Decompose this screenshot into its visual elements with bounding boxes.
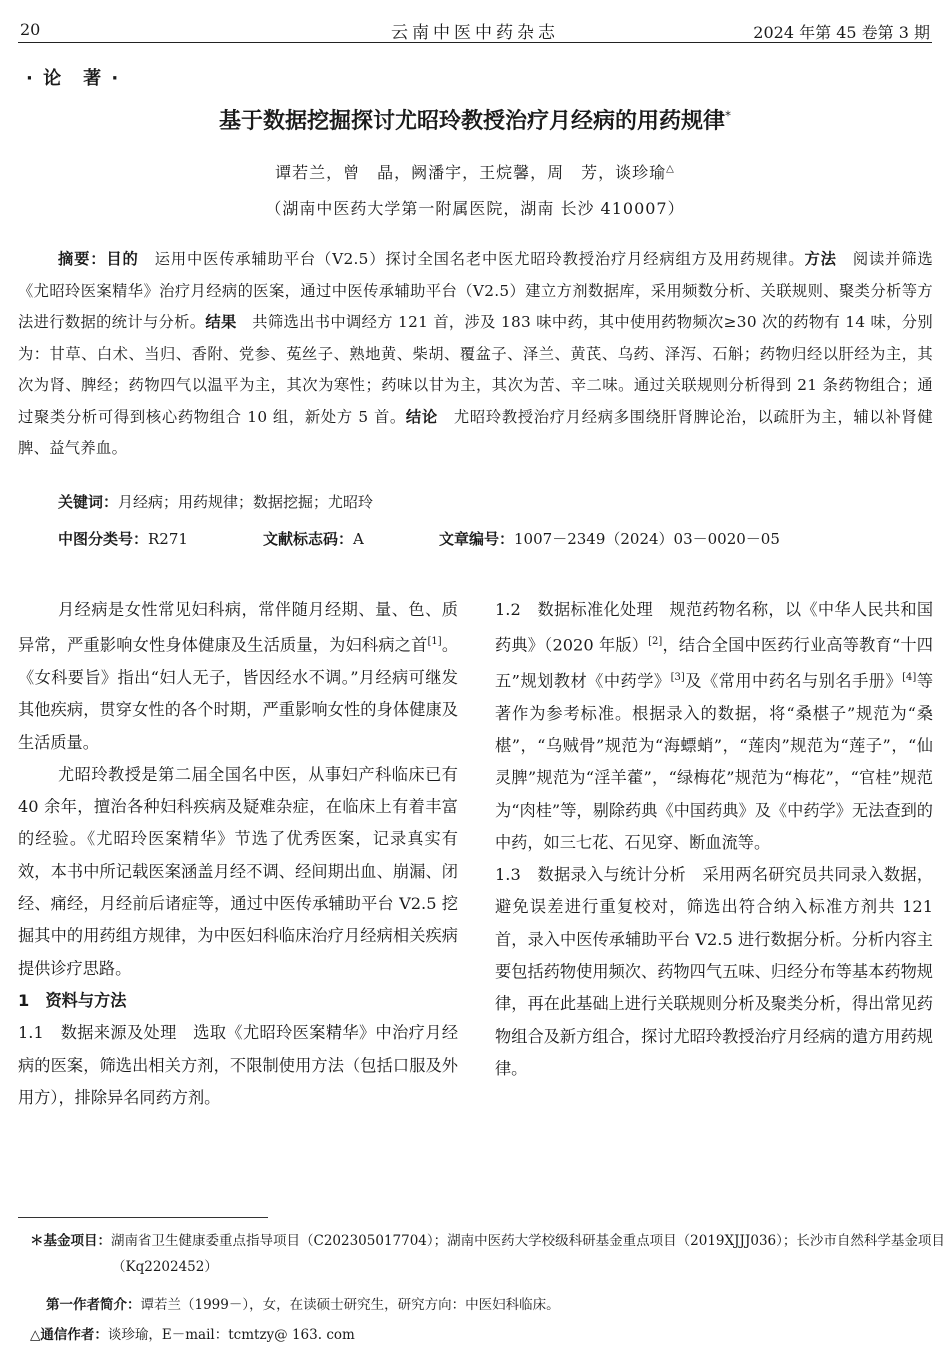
footnote-corresponding: △通信作者：谈珍瑜，E－mail：tcmtzy@ 163. com [30, 1327, 355, 1343]
section-heading: 1 资料与方法 [18, 990, 127, 1010]
first-author-label: 第一作者简介： [46, 1297, 141, 1313]
subsection-title: 1.1 数据来源及处理 [18, 1023, 177, 1043]
footnote-first-author: 第一作者简介：谭若兰（1999－），女，在读硕士研究生，研究方向：中医妇科临床。 [46, 1297, 560, 1313]
keywords-label: 关键词： [58, 493, 119, 511]
article-number-label: 文章编号： [439, 530, 515, 548]
abstract [18, 244, 933, 465]
conclusion-label: 结论 [405, 407, 438, 426]
clc-label: 中图分类号： [58, 530, 149, 548]
subsection: 1.1 数据来源及处理 选取《尤昭玲医案精华》中治疗月经病的医案，筛选出相关方剂，不限制使用方法（包括口服及外用方），排除异名同药方剂。 [18, 1023, 459, 1107]
classification-line [58, 528, 918, 549]
title-text: 基于数据挖掘探讨尤昭玲教授治疗月经病的用药规律 [218, 109, 725, 134]
paragraph: 尤昭玲教授是第二届全国名中医，从事妇产科临床已有 40 余年，擅治各种妇科疾病及疑难杂症，在临床上有着丰富的经验。《尤昭玲医案精华》节选了优秀医案，记录真实有效，本书中所记载医案涵盖月经不调、经间期出血、崩漏、闭经、痛经，月经前后诸症等，通过中医传承辅助平台 V2.5 挖掘其中的用药组方规律，为中医妇科临床治疗月经病相关疾病提供诊疗思路。 [18, 764, 458, 978]
body-column-left [18, 594, 458, 1114]
doc-code-label: 文献标志码： [263, 530, 354, 548]
section-label: · 论 著 · [26, 68, 121, 89]
body-column-right [495, 594, 933, 1085]
results-label: 结果 [205, 313, 237, 331]
journal-name: 云南中医中药杂志 [391, 23, 559, 43]
author-list [0, 160, 950, 183]
subsection-title: 1.3 数据录入与统计分析 [495, 865, 686, 885]
citation: [4] [902, 671, 917, 683]
clc-value: R271 [148, 530, 188, 548]
conclusion-text: 尤昭玲教授治疗月经病多围绕肝肾脾论治，以疏肝为主，辅以补肾健脾、益气养血。 [18, 407, 933, 457]
article-title [0, 104, 950, 135]
doc-code-value: A [353, 530, 364, 548]
corresponding-mark: △ [666, 163, 675, 175]
keywords-text: 月经病；用药规律；数据挖掘；尤昭玲 [118, 493, 374, 511]
abstract-label: 摘要： [58, 250, 107, 268]
title-footnote-mark: * [725, 108, 731, 123]
corresponding-label: △通信作者： [30, 1327, 108, 1343]
subsection: 1.2 数据标准化处理 规范药物名称，以《中华人民共和国药典》（2020 年版）[2]，结合全国中医药行业高等教育“十四五”规划教材《中药学》[3]及《常用中药名与别名手册》[4]等著作为参考标准。根据录入的数据，将“桑椹子”规范为“桑椹”，“乌贼骨”规范为“海螵蛸”，“莲肉”规范为“莲子”，“仙灵脾”规范为“淫羊藿”，“绿梅花”规范为“梅花”，“官桂”规范为“肉桂”等，剔除药典《中国药典》及《中药学》无法查到的中药，如三七花、石见穿、断血流等。 [495, 600, 934, 852]
citation: [3] [670, 671, 685, 683]
methods-text: 阅读并筛选《尤昭玲医案精华》治疗月经病的医案，通过中医传承辅助平台（V2.5）建立方剂数据库，采用频数分析、关联规则、聚类分析等方法进行数据的统计与分析。 [18, 250, 933, 331]
citation: [1] [427, 636, 442, 648]
running-header [18, 14, 932, 43]
subsection: 1.3 数据录入与统计分析 采用两名研究员共同录入数据，避免误差进行重复校对，筛选出符合纳入标准方剂共 121 首，录入中医传承辅助平台 V2.5 进行数据分析。分析内容主要包括药物使用频次、药物四气五味、归经分布等基本药物规律，再在此基础上进行关联规则分析及聚类分析，得出常见药物组合及新方组合，探讨尤昭玲教授治疗月经病的遣方用药规律。 [495, 865, 934, 1078]
objective-label: 目的 [106, 250, 139, 268]
methods-label: 方法 [804, 250, 837, 268]
affiliation: （湖南中医药大学第一附属医院，湖南 长沙 410007） [265, 199, 685, 218]
results-text: 共筛选出书中调经方 121 首，涉及 183 味中药，其中使用药物频次≥30 次的药物有 14 味，分别为：甘草、白术、当归、香附、党参、菟丝子、熟地黄、柴胡、覆盆子、泽兰、黄芪、乌药、泽泻、石斛；药物归经以肝经为主，其次为肾、脾经；药物四气以温平为主，其次为寒性；药味以甘为主，其次为苦、辛二味。通过关联规则分析得到 21 条药物组合；通过聚类分析可得到核心药物组合 10 组，新处方 5 首。 [18, 313, 933, 426]
paragraph: 月经病是女性常见妇科病，常伴随月经期、量、色、质异常，严重影响女性身体健康及生活质量，为妇科病之首[1]。《女科要旨》指出“妇人无子，皆因经水不调。”月经病可继发其他疾病，贯穿女性的各个时期，严重影响女性的身体健康及生活质量。 [18, 600, 459, 752]
volume-issue: 2024 年第 45 卷第 3 期 [753, 23, 930, 42]
footnote-divider [18, 1217, 268, 1218]
subsection-title: 1.2 数据标准化处理 [495, 600, 653, 619]
article-number-value: 1007－2349（2024）03－0020－05 [514, 530, 780, 548]
page-number: 20 [20, 20, 41, 39]
citation: [2] [648, 636, 663, 648]
authors-text: 谭若兰，曾 晶，阙潘宇，王烷馨，周 芳，谈珍瑜 [275, 163, 667, 182]
objective-text: 运用中医传承辅助平台（V2.5）探讨全国名老中医尤昭玲教授治疗月经病组方及用药规律。 [154, 250, 805, 268]
footnote-fund: ＊基金项目：湖南省卫生健康委重点指导项目（C202305017704）；湖南中医药大学校级科研基金重点项目（2019XJJJ036）；长沙市自然科学基金项目（Kq2202452） [30, 1233, 945, 1275]
keywords [58, 491, 373, 512]
fund-label: ＊基金项目： [30, 1233, 111, 1249]
